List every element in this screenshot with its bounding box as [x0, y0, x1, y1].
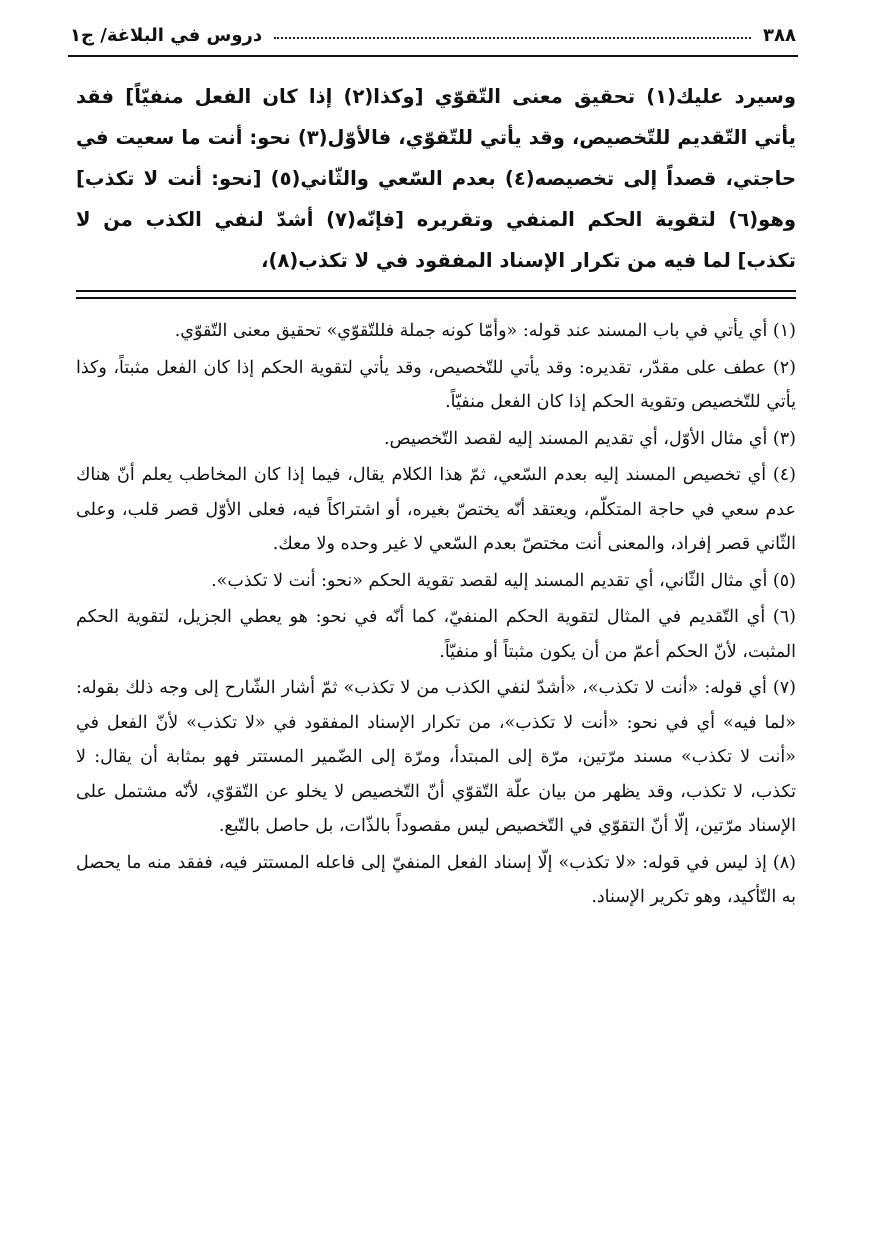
- main-text: وسيرد عليك(١) تحقيق معنى التّقوّي [وكذا(٢) إذا كان الفعل منفيّاً] فقد يأتي التّقديم للتّخصيص، وقد يأتي للتّقوّي، فالأوّل(٣) نحو: أنت ما سعيت في حاجتي، قصداً إلى تخصيصه(٤) بعدم السّعي والثّاني(٥) [نحو: أنت لا تكذب] وهو(٦) لتقوية الحكم المنفي وتقريره [فإنّه(٧) أشدّ لنفي الكذب من لا تكذب] لما فيه من تكرار الإسناد المفقود في لا تكذب(٨)،: [76, 85, 796, 272]
- footnote-6: (٦) أي التّقديم في المثال لتقوية الحكم المنفيّ، كما أنّه في نحو: هو يعطي الجزيل، لتقوية الحكم المثبت، لأنّ الحكم أعمّ من أن يكون مثبتاً أو منفيّاً.: [76, 607, 796, 662]
- footnote-2: (٢) عطف على مقدّر، تقديره: وقد يأتي للتّخصيص، وقد يأتي لتقوية الحكم إذا كان الفعل مثبتاً، وكذا يأتي للتّخصيص وتقوية الحكم إذا كان الفعل منفيّاً.: [76, 357, 796, 412]
- footnotes-list: [76, 314, 796, 917]
- running-title: دروس في البلاغة/ ج١: [70, 24, 263, 46]
- header-dotted-leader: [274, 37, 751, 39]
- footnote-separator: [76, 290, 796, 299]
- footnote-3: (٣) أي مثال الأوّل، أي تقديم المسند إليه لقصد التّخصيص.: [383, 428, 796, 449]
- page-number: ٣٨٨: [763, 24, 796, 46]
- footnote-1: (١) أي يأتي في باب المسند عند قوله: «وأمّا كونه جملة فللتّقوّي» تحقيق معنى التّقوّي.: [174, 321, 796, 341]
- header-rule: [68, 55, 798, 57]
- page-header: [70, 20, 796, 50]
- footnote-4: (٤) أي تخصيص المسند إليه بعدم السّعي، ثمّ هذا الكلام يقال، فيما إذا كان المخاطب يعلم أنّ هناك عدم سعي في حاجة المتكلّم، ويعتقد أنّه يختصّ بغيره، أو اشتراكاً فيه، فعلى الأوّل قصر قلب، وعلى الثّاني قصر إفراد، والمعنى أنت مختصّ بعدم السّعي لا غير وحده ولا معك.: [76, 465, 796, 554]
- footnote-5: (٥) أي مثال الثّاني، أي تقديم المسند إليه لقصد تقوية الحكم «نحو: أنت لا تكذب».: [211, 570, 796, 591]
- footnote-7: (٧) أي قوله: «أنت لا تكذب»، «أشدّ لنفي الكذب من لا تكذب» ثمّ أشار الشّارح إلى وجه ذلك بقوله: «لما فيه» أي في نحو: «أنت لا تكذب»، من تكرار الإسناد المفقود في «لا تكذب» لأنّ الفعل في «أنت لا تكذب» مسند مرّتين، مرّة إلى المبتدأ، ومرّة إلى الضّمير المستتر فهو بمثابة أن يقال: لا تكذب، لا تكذب، وقد يظهر من بيان علّة التّقوّي أنّ التّخصيص لا يخلو عن التّقوّي، لأنّه مشتمل على الإسناد مرّتين، إلّا أنّ التقوّي في التّخصيص ليس مقصوداً بالذّات، بل حاصل بالتّبع.: [76, 678, 796, 836]
- footnote-8: (٨) إذ ليس في قوله: «لا تكذب» إلّا إسناد الفعل المنفيّ إلى فاعله المستتر فيه، ففقد منه ما يحصل به التّأكيد، وهو تكرير الإسناد.: [76, 852, 796, 907]
